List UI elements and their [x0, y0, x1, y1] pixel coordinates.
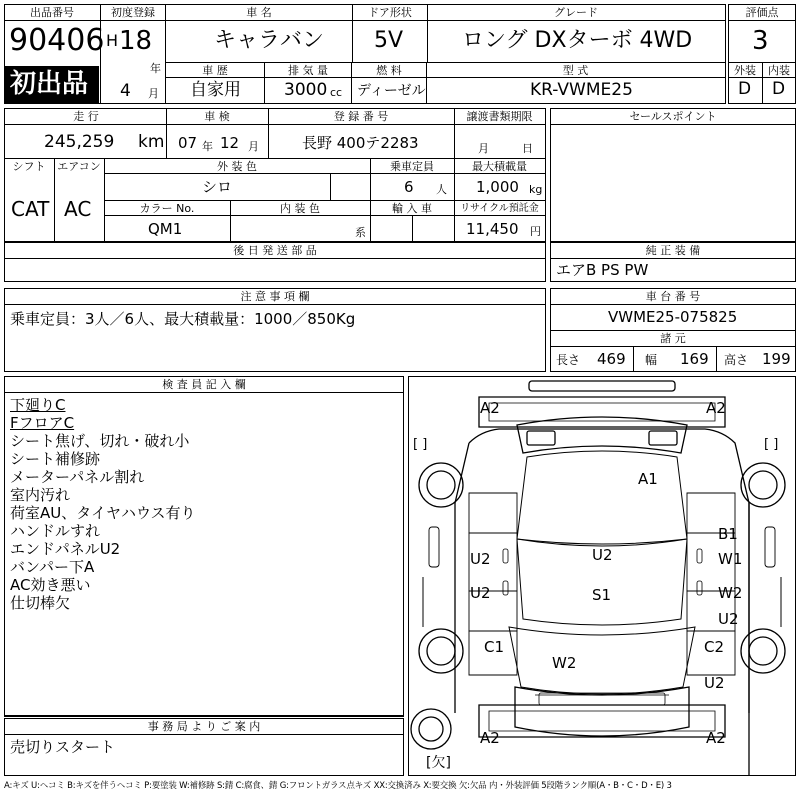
genuine-value: エアB PS PW — [556, 261, 649, 279]
spec-block — [4, 108, 546, 242]
damage-code: A2 — [706, 399, 726, 417]
damage-code: A1 — [638, 470, 658, 488]
note-4: シート補修跡 — [10, 450, 101, 468]
reg-year: 18 — [119, 26, 153, 56]
sales-label: セールスポイント — [629, 110, 717, 123]
damage-code: W2 — [552, 654, 577, 672]
shift-label: シフト — [12, 160, 46, 173]
sales-block — [550, 108, 796, 242]
height-value: 199 — [762, 350, 791, 368]
first-listing-text: 初出品 — [10, 69, 89, 99]
chassis-label: 車 台 番 号 — [645, 290, 701, 303]
insp-year-unit: 年 — [202, 140, 213, 153]
notice-value: 乗車定員：3人／6人、最大積載量：1000／850Kg — [10, 310, 356, 328]
damage-code: U2 — [470, 550, 491, 568]
damage-code: C2 — [704, 638, 725, 656]
inspector-label: 検 査 員 記 入 欄 — [162, 378, 246, 391]
bracket-right: [ ] — [764, 437, 779, 452]
grade-value: ロング DXターボ 4WD — [462, 28, 693, 53]
colorno-label: カラー No. — [139, 202, 195, 215]
capacity-label: 乗車定員 — [390, 160, 434, 173]
damage-code: U2 — [592, 546, 613, 564]
office-label: 事 務 局 よ り ご 案 内 — [147, 720, 261, 733]
ext-grade: D — [738, 79, 752, 99]
transfer-month: 月 — [478, 142, 489, 155]
history-label: 車 歴 — [202, 64, 228, 77]
first-reg-label: 初度登録 — [111, 6, 155, 19]
insp-year: 07 — [178, 134, 198, 152]
note-5: メーターパネル割れ — [10, 468, 145, 486]
damage-code: W2 — [718, 584, 743, 602]
office-value: 売切りスタート — [10, 738, 116, 756]
plate-value: 長野 400テ2283 — [302, 134, 419, 152]
ac-label: エアコン — [57, 160, 101, 173]
load-label: 最大積載量 — [472, 160, 527, 173]
color-value: シロ — [202, 178, 233, 196]
interior-label: 内 装 色 — [280, 202, 320, 215]
ac-value: AC — [64, 197, 92, 221]
mileage-label: 走 行 — [73, 110, 99, 123]
car-diagram — [409, 377, 795, 775]
capacity-unit: 人 — [436, 183, 447, 196]
dims-label: 諸 元 — [660, 332, 686, 345]
damage-code: B1 — [718, 525, 738, 543]
colorno-value: QM1 — [148, 220, 183, 238]
insp-month: 12 — [220, 134, 240, 152]
note-3: シート焦げ、切れ・破れ小 — [10, 432, 190, 450]
lot-label: 出品番号 — [30, 6, 74, 19]
car-name: キャラバン — [214, 28, 325, 53]
reg-month: 4 — [120, 81, 131, 101]
transfer-day: 日 — [522, 142, 533, 155]
lot-number: 90406 — [9, 23, 105, 58]
transfer-label: 譲渡書類期限 — [466, 110, 533, 123]
damage-code: U2 — [470, 584, 491, 602]
damage-code: S1 — [592, 586, 612, 604]
legend-text: A:キズ U:ヘコミ B:キズを伴うヘコミ P:要塗装 W:補修跡 S:錆 C:腐食、錆 G:フロントガラス点キズ XX:交換済み X:要交換 欠:欠品 内・外装評価 5段階ランク順(A・B・C・D・E) 3 — [4, 781, 672, 791]
insp-month-unit: 月 — [248, 140, 259, 153]
damage-code: U2 — [718, 610, 739, 628]
note-9: エンドパネルU2 — [10, 540, 121, 558]
mileage-value: 245,259 — [44, 132, 115, 152]
era: H — [106, 31, 119, 50]
model-label: 型 式 — [562, 64, 589, 77]
score-value: 3 — [752, 26, 769, 56]
int-grade: D — [772, 79, 786, 99]
plate-label: 登 録 番 号 — [333, 110, 389, 123]
damage-code: A2 — [480, 399, 500, 417]
disp-unit: cc — [330, 86, 343, 99]
damage-code: U2 — [704, 674, 725, 692]
reg-month-unit: 月 — [148, 87, 159, 100]
load-value: 1,000 — [476, 178, 519, 196]
note-2: FフロアC — [10, 414, 75, 432]
recycle-unit: 円 — [530, 225, 541, 238]
note-6: 室内汚れ — [10, 486, 71, 504]
ext-label: 外装 — [734, 64, 756, 77]
grade-label: グレード — [554, 6, 598, 19]
width-label: 幅 — [645, 353, 658, 367]
note-7: 荷室AU、タイヤハウス有り — [10, 504, 196, 522]
damage-code: A2 — [706, 729, 726, 747]
note-12: 仕切棒欠 — [10, 594, 71, 612]
color-label: 外 装 色 — [217, 160, 257, 173]
interior-unit: 系 — [355, 226, 366, 239]
score-label: 評価点 — [745, 6, 779, 19]
note-11: AC効き悪い — [10, 576, 91, 594]
damage-code: A2 — [480, 729, 500, 747]
note-8: ハンドルすれ — [10, 522, 101, 540]
damage-code: C1 — [484, 638, 505, 656]
door-label: ドア形状 — [368, 6, 412, 19]
height-label: 高さ — [724, 353, 749, 367]
shift-value: CAT — [11, 197, 50, 221]
model-value: KR-VWME25 — [530, 80, 633, 100]
door-type: 5V — [374, 28, 404, 53]
later-parts-label: 後 日 発 送 部 品 — [233, 244, 317, 257]
fuel-label: 燃 料 — [376, 64, 402, 77]
name-label: 車 名 — [246, 6, 272, 19]
import-label: 輸 入 車 — [392, 202, 432, 215]
capacity-value: 6 — [404, 178, 414, 196]
disp-label: 排 気 量 — [288, 64, 328, 77]
length-label: 長さ — [556, 353, 581, 367]
width-value: 169 — [680, 350, 709, 368]
bracket-left: [ ] — [413, 437, 428, 452]
missing-mark: [欠] — [426, 755, 451, 771]
genuine-label: 純 正 装 備 — [645, 244, 701, 257]
load-unit: kg — [529, 183, 543, 196]
note-1: 下廻りC — [10, 396, 66, 414]
fuel-value: ディーゼル — [357, 83, 426, 99]
note-10: バンパー下A — [10, 558, 95, 576]
length-value: 469 — [597, 350, 626, 368]
reg-year-unit: 年 — [150, 62, 161, 75]
recycle-value: 11,450 — [466, 220, 519, 238]
recycle-label: リサイクル預託金 — [460, 203, 539, 214]
damage-code: W1 — [718, 550, 743, 568]
mileage-unit: km — [138, 132, 165, 152]
chassis-value: VWME25-075825 — [608, 308, 738, 326]
inspection-label: 車 検 — [204, 110, 230, 123]
history-value: 自家用 — [190, 80, 241, 100]
int-label: 内装 — [768, 64, 790, 77]
notice-label: 注 意 事 項 欄 — [240, 290, 310, 303]
disp-value: 3000 — [284, 80, 328, 100]
